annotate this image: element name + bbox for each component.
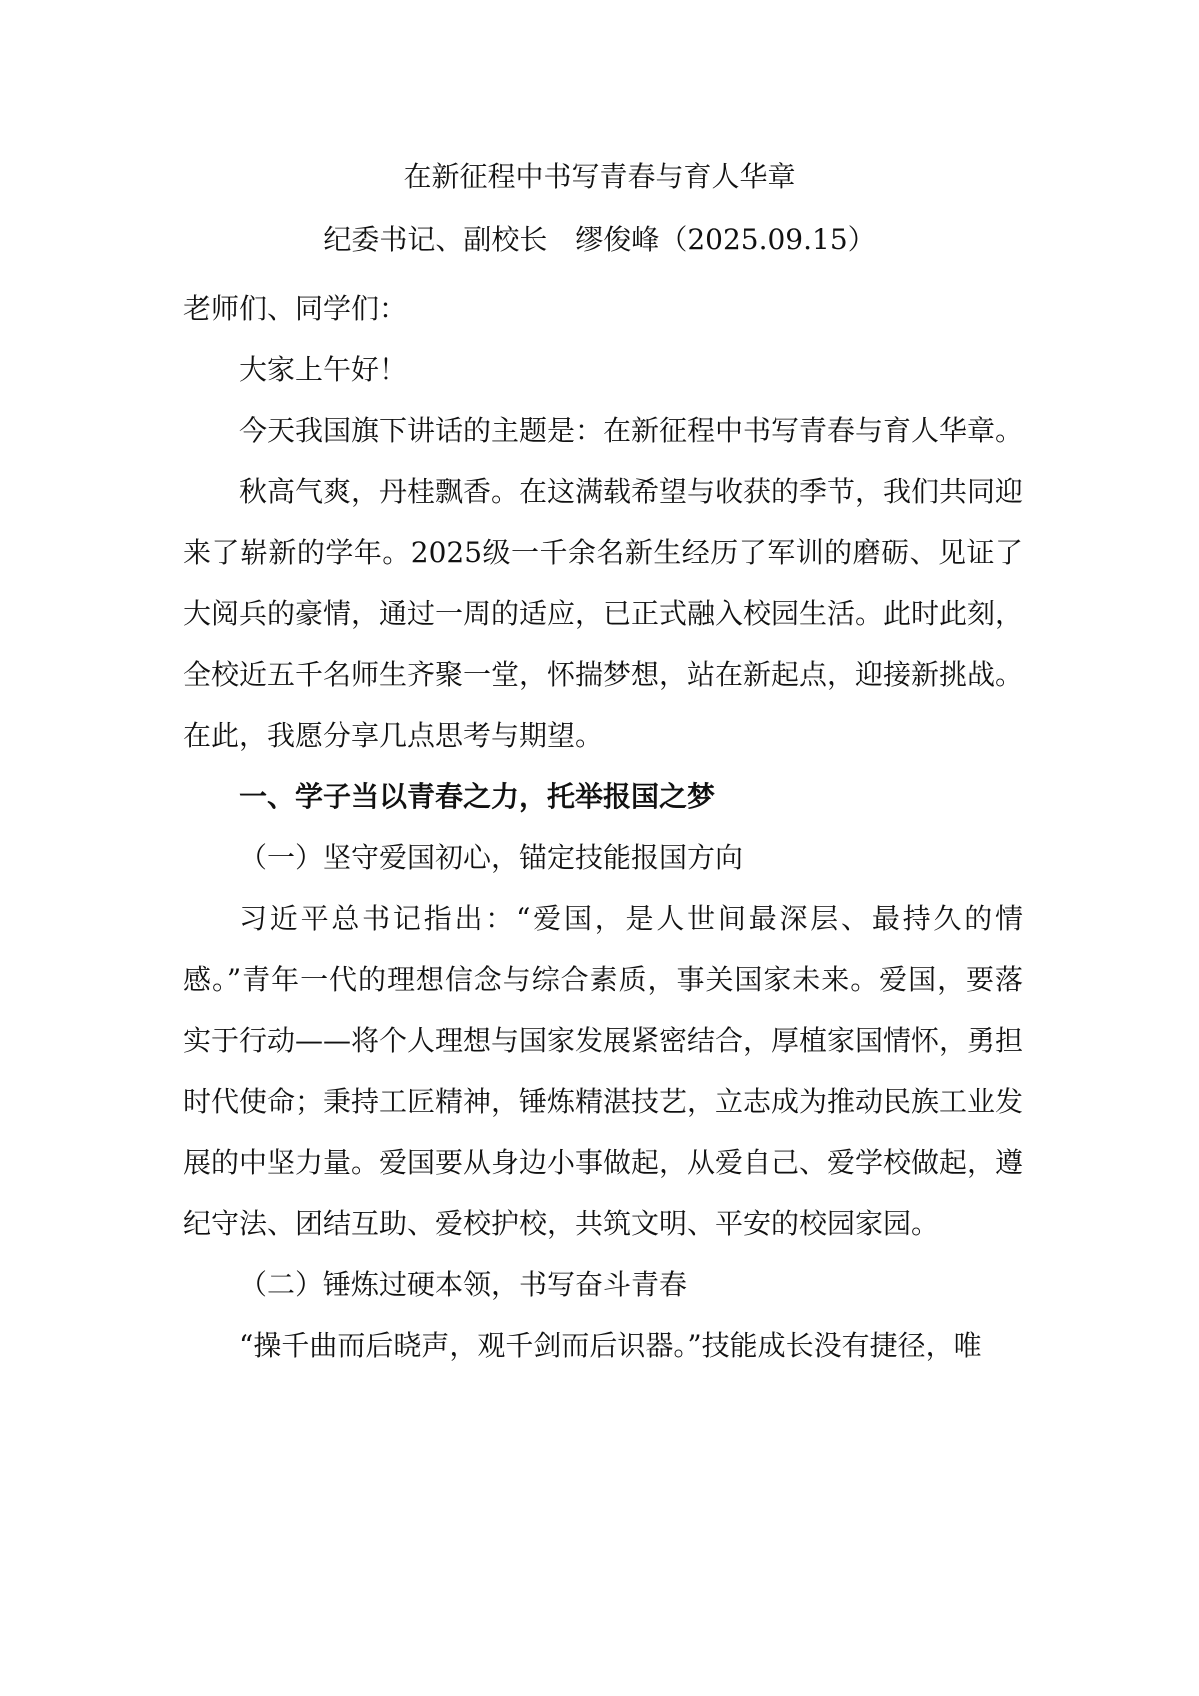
- paragraph-greeting: 大家上午好！: [239, 353, 408, 386]
- document-title: 在新征程中书写青春与育人华章: [403, 160, 796, 193]
- document-body: [183, 278, 1023, 1376]
- paragraph-intro: 秋高气爽，丹桂飘香。在这满载希望与收获的季节，我们共同迎来了崭新的学年。2025级一千余名新生经历了军训的磨砺、见证了大阅兵的豪情，通过一周的适应，已正式融入校园生活。此时此刻，全校近五千名师生齐聚一堂，怀揣梦想，站在新起点，迎接新挑战。在此，我愿分享几点思考与期望。: [183, 475, 1024, 752]
- paragraph-skills: “操千曲而后晓声，观千剑而后识器。”技能成长没有捷径，唯: [239, 1329, 982, 1362]
- section-heading-1: 一、学子当以青春之力，托举报国之梦: [239, 780, 716, 813]
- paragraph-theme: 今天我国旗下讲话的主题是：在新征程中书写青春与育人华章。: [239, 414, 1024, 447]
- paragraph-patriotism: 习近平总书记指出：“爱国，是人世间最深层、最持久的情感。”青年一代的理想信念与综合素质，事关国家未来。爱国，要落实于行动——将个人理想与国家发展紧密结合，厚植家国情怀，勇担时代使命；秉持工匠精神，锤炼精湛技艺，立志成为推动民族工业发展的中坚力量。爱国要从身边小事做起，从爱自己、爱学校做起，遵纪守法、团结互助、爱校护校，共筑文明、平安的校园家园。: [183, 902, 1024, 1240]
- salutation: 老师们、同学们：: [183, 292, 408, 325]
- subsection-heading-1: （一）坚守爱国初心，锚定技能报国方向: [239, 841, 744, 874]
- subsection-heading-2: （二）锤炼过硬本领，书写奋斗青春: [239, 1268, 688, 1301]
- document-byline: 纪委书记、副校长 缪俊峰（2025.09.15）: [323, 223, 876, 256]
